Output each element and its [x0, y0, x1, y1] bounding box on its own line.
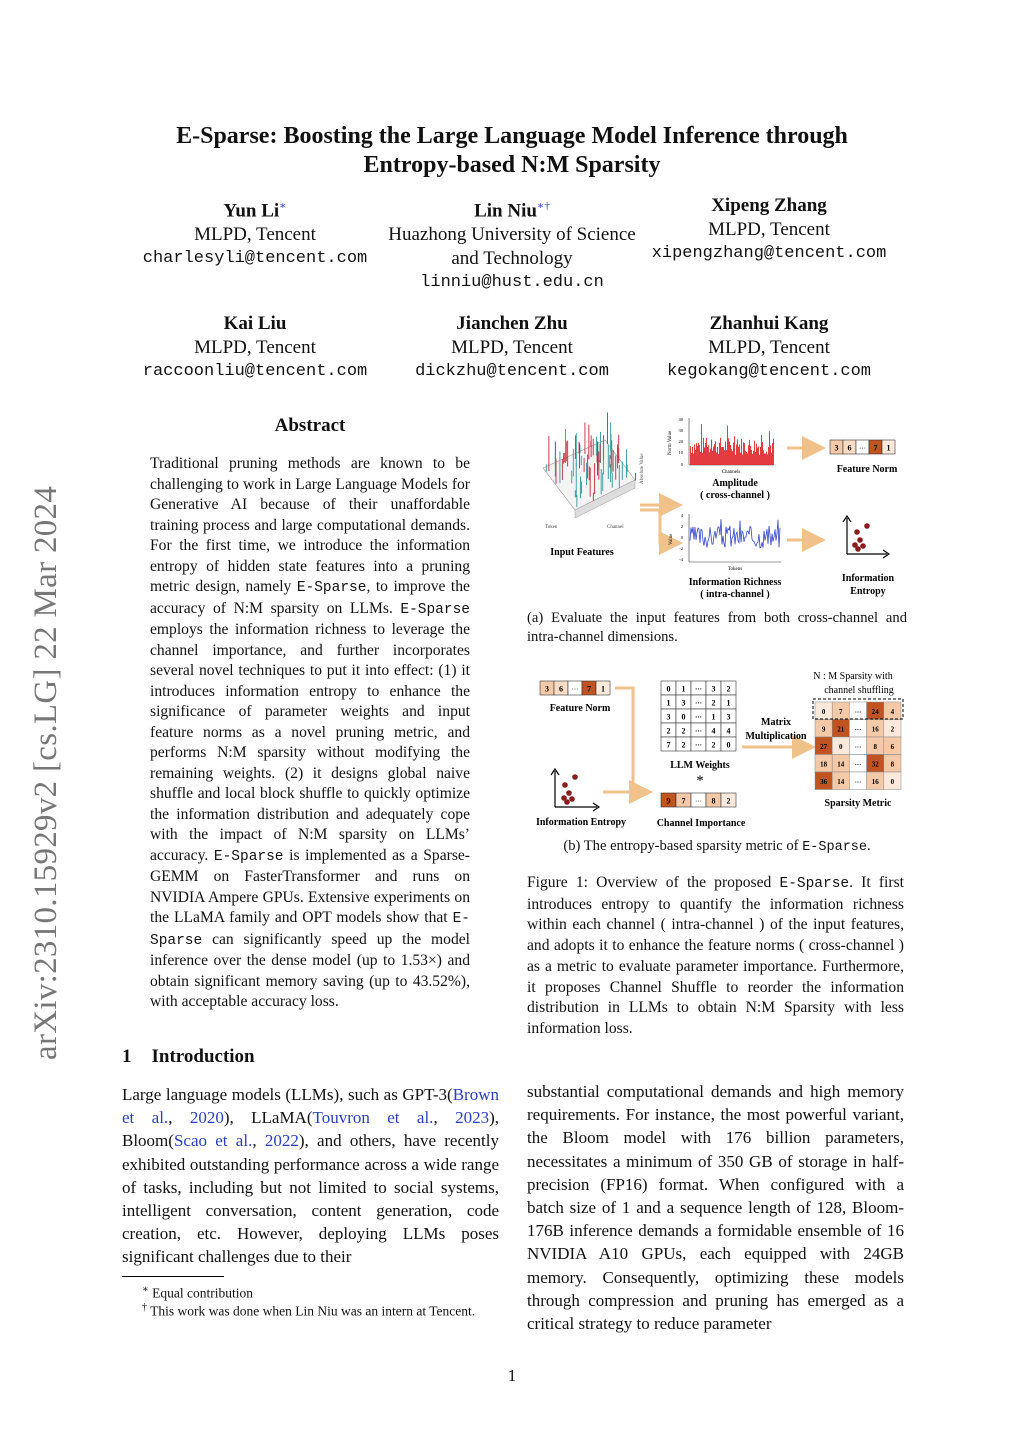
metric-cell: ··· — [854, 761, 862, 769]
arxiv-identifier: arXiv:2310.15929v2 [cs.LG] 22 Mar 2024 — [28, 485, 64, 1060]
norm-cell: 1 — [886, 443, 891, 453]
metric-cell: 18 — [820, 760, 828, 769]
author-email: linniu@hust.edu.cn — [420, 273, 604, 293]
abstract-text: can significantly speed up the model inference over the dense model (up to 1.53×) and obtain significant memory saving (up to 43.52%), with acceptable accuracy loss. — [150, 930, 470, 1010]
author-block — [392, 312, 632, 384]
amplitude-bar — [765, 454, 766, 465]
metric-cell: 0 — [890, 778, 895, 786]
amplitude-bar — [761, 435, 762, 465]
figure-1-caption — [527, 873, 904, 1040]
author-block — [140, 194, 370, 271]
amplitude-bar — [767, 454, 768, 465]
importance-cell: ··· — [695, 797, 702, 806]
intro-right-column: substantial computational demands and high memory requirements. For instance, the most powerful variant, the Bloom model with 176 billion parameters, necessitates a minimum of 350 GB of storage in half-precision (FP16) format. When configured with a batch size of 1 and a sequence length of 128, Bloom-176B inference demands a formidable ensemble of 16 NVIDIA A10 GPUs, each equipped with 24GB memory. Consequently, optimizing these models through compression and pruning has emerged as a critical strategy to reduce parameter — [527, 1082, 904, 1334]
section-number: 1 — [122, 1046, 132, 1067]
amplitude-bar-chart — [668, 417, 774, 475]
axis-tick: 4 — [680, 513, 683, 518]
weight-cell: 1 — [666, 698, 671, 708]
amplitude-bar — [744, 443, 745, 465]
amplitude-bar — [736, 444, 737, 465]
citation-link[interactable]: Touvron et al. — [312, 1108, 434, 1128]
method-name: E-Sparse — [150, 911, 470, 949]
amplitude-bar — [726, 450, 727, 465]
amplitude-bar — [725, 442, 726, 465]
author-affiliation: MLPD, Tencent — [194, 337, 316, 358]
method-name: E-Sparse — [213, 848, 284, 865]
amplitude-bar — [750, 446, 751, 465]
input-features-label: Input Features — [550, 547, 614, 558]
intro-text: , — [433, 1108, 456, 1128]
feature-norm-label: Feature Norm — [549, 703, 611, 714]
author-name: Yun Li — [223, 200, 280, 222]
page-number: 1 — [507, 1366, 517, 1385]
axis-tick: 30 — [678, 428, 683, 433]
author-mark: ∗† — [536, 200, 550, 212]
weight-cell: 2 — [711, 740, 716, 750]
abstract-body — [150, 454, 470, 1013]
amplitude-bar — [757, 448, 758, 465]
arrow-icon — [615, 688, 647, 792]
weight-cell: 2 — [711, 698, 716, 708]
amplitude-bar — [704, 447, 705, 465]
amplitude-bar — [703, 438, 704, 465]
weight-cell: 2 — [681, 740, 686, 750]
amplitude-bar — [756, 444, 757, 465]
amplitude-bar — [702, 453, 703, 465]
axis-tick: 0 — [680, 535, 683, 540]
figure-1b — [525, 667, 910, 835]
cross-channel-label: ( cross-channel ) — [700, 490, 770, 501]
amplitude-bar — [695, 450, 696, 465]
metric-cell: 24 — [871, 708, 879, 716]
amplitude-bar — [707, 447, 708, 465]
intro-left-column — [122, 1083, 499, 1269]
citation-year-link[interactable]: 2020 — [189, 1108, 224, 1128]
metric-cell: 7 — [839, 708, 843, 716]
amplitude-bar — [771, 453, 772, 465]
abstract-text: , to improve the accuracy of N:M sparsity on LLMs. — [150, 578, 470, 617]
author-affiliation: Huazhong University of Science — [388, 224, 636, 246]
norm-cell: 7 — [587, 684, 591, 694]
abstract-text: is implemented as a Sparse-GEMM on FasterTransformer and runs on NVIDIA Ampere GPUs. Extensive experiments on the LLaMA family and OPT models show that — [150, 846, 470, 926]
amplitude-bar — [740, 453, 741, 465]
weight-cell: 7 — [666, 740, 671, 750]
axis-label: Channels — [721, 470, 741, 475]
amplitude-bar — [722, 447, 723, 465]
metric-cell: 6 — [890, 743, 895, 751]
amplitude-bar — [691, 453, 692, 465]
amplitude-bar — [717, 447, 718, 465]
weight-cell: 0 — [726, 740, 731, 750]
author-email: raccoonliu@tencent.com — [142, 362, 368, 381]
amplitude-bar — [749, 440, 750, 465]
metric-cell: ··· — [854, 726, 862, 734]
amplitude-bar — [697, 446, 698, 465]
amplitude-bar — [743, 442, 744, 465]
amplitude-bar — [727, 426, 728, 465]
amplitude-bar — [694, 444, 695, 465]
caption-text: . It first introduces entropy to quantify the information richness within each channel ( intra-channel ) of the input features, and adopts it to enhance the feature norms ( cross-channel ) as a metric to evaluate parameter importance. Furthermore, it proposes Channel Shuffle to reorder the information distribution in LLMs to obtain N:M Sparsity with less information loss. — [527, 874, 904, 1037]
caption-text: (b) The entropy-based sparsity metric of — [563, 838, 803, 854]
abstract-text: employs the information richness to leverage the channel importance, and further incorporates several novel techniques to put it into effect: (1) it introduces information entropy to enhance the significance of parameter weights and input feature norms as a novel pruning metric, and performs N:M sparsity without modifying the remaining weights. (2) it designs global naive shuffle and local block shuffle to quickly optimize the information distribution and adequately cope with the impact of N:M sparsity on LLMs’ accuracy. — [150, 621, 470, 864]
metric-cell: 32 — [871, 760, 879, 769]
method-name: E-Sparse — [400, 601, 470, 618]
amplitude-bar — [739, 444, 740, 465]
abstract-text: Traditional pruning methods are known to be challenging to work in Large Language Models for Generative AI because of their unaffordable training process and large computational demands. For the first time, we introduce the information entropy of hidden state features into a pruning metric design, namely — [150, 455, 470, 595]
weight-cell: 2 — [681, 726, 686, 736]
amplitude-bar — [712, 451, 713, 465]
amplitude-bar — [701, 424, 702, 465]
metric-cell: 14 — [837, 778, 845, 786]
amplitude-bar — [692, 447, 693, 465]
method-name: E-Sparse — [296, 580, 367, 596]
weight-cell: 0 — [681, 712, 686, 722]
axis-label: Value — [669, 533, 674, 545]
weight-cell: 3 — [681, 698, 686, 708]
amplitude-bar — [706, 438, 707, 465]
nm-sparsity-label-2: channel shuffling — [824, 685, 894, 696]
paper-title — [0, 122, 1024, 180]
amplitude-bar — [772, 443, 773, 465]
intro-text: ), LLaMA( — [223, 1108, 313, 1128]
weight-cell: 1 — [681, 684, 686, 694]
section-heading — [122, 1046, 255, 1068]
citation-year-link[interactable]: 2023 — [455, 1108, 490, 1128]
author-email: dickzhu@tencent.com — [415, 362, 609, 381]
amplitude-bar — [731, 449, 732, 465]
norm-cell: 3 — [545, 684, 549, 694]
matrix-multiplication-label-2: Multiplication — [745, 731, 807, 742]
information-entropy-label: Information — [841, 573, 895, 584]
amplitude-bar — [752, 454, 753, 465]
section-title: Introduction — [151, 1046, 255, 1067]
information-entropy-label-2: Entropy — [850, 586, 886, 597]
channel-importance-vector — [661, 793, 736, 807]
weight-cell: 3 — [711, 684, 716, 694]
information-entropy-label: Information Entropy — [535, 817, 627, 828]
amplitude-bar — [753, 451, 754, 465]
citation-year-link[interactable]: 2022 — [264, 1131, 299, 1151]
metric-cell: ··· — [854, 744, 862, 751]
axis-tick: -4 — [679, 557, 683, 562]
caption-text: . — [867, 838, 871, 854]
sparsity-metric-matrix — [815, 702, 901, 790]
citation-link[interactable]: Brown et al. — [122, 1085, 499, 1128]
amplitude-bar — [713, 447, 714, 465]
multiply-star: * — [696, 773, 704, 789]
information-entropy-scatter — [843, 516, 889, 558]
weight-cell: 1 — [711, 712, 716, 722]
method-name: E-Sparse — [802, 840, 867, 855]
plot-axis-label: Channel — [607, 525, 624, 530]
amplitude-bar — [769, 431, 770, 465]
weight-cell: 0 — [666, 684, 671, 694]
amplitude-bar — [709, 452, 710, 465]
footnote-mark: ∗ — [142, 1284, 149, 1295]
weight-cell: 3 — [726, 712, 731, 722]
llm-weights-matrix — [661, 681, 736, 751]
metric-cell: 14 — [837, 760, 845, 769]
amplitude-bar — [720, 438, 721, 465]
amplitude-bar — [705, 443, 706, 465]
author-affiliation: MLPD, Tencent — [194, 224, 316, 246]
sparsity-metric-label: Sparsity Metric — [824, 798, 892, 809]
amplitude-bar — [768, 447, 769, 465]
amplitude-bar — [763, 450, 764, 465]
amplitude-bar — [773, 439, 774, 465]
amplitude-bar — [721, 447, 722, 465]
amplitude-bar — [719, 443, 720, 465]
amplitude-bar — [699, 445, 700, 465]
nm-sparsity-label: N : M Sparsity with — [813, 671, 893, 682]
amplitude-bar — [737, 439, 738, 465]
metric-cell: 16 — [871, 778, 879, 786]
plot-axis-label: Absolute Value — [640, 453, 645, 484]
importance-cell: 9 — [666, 796, 671, 806]
amplitude-bar — [766, 452, 767, 465]
amplitude-bar — [718, 454, 719, 465]
metric-cell: 0 — [821, 708, 826, 716]
amplitude-bar — [716, 453, 717, 465]
author-affiliation: MLPD, Tencent — [708, 337, 830, 358]
amplitude-bar — [748, 445, 749, 465]
plot-axis-label: Token — [545, 525, 558, 530]
amplitude-bar — [730, 445, 731, 465]
weight-cell: 3 — [666, 712, 671, 722]
metric-cell: ··· — [854, 709, 862, 716]
importance-cell: 8 — [711, 796, 716, 806]
title-line-2: Entropy-based N:M Sparsity — [363, 152, 661, 178]
author-block — [140, 312, 370, 384]
author-email: kegokang@tencent.com — [666, 362, 872, 381]
author-affiliation: MLPD, Tencent — [451, 337, 573, 358]
amplitude-bar — [711, 440, 712, 465]
weight-cell: ··· — [694, 685, 703, 694]
amplitude-bar — [742, 455, 743, 465]
weight-cell: ··· — [694, 713, 703, 722]
llm-weights-label: LLM Weights — [670, 760, 730, 771]
amplitude-bar — [696, 443, 697, 465]
author-name: Lin Niu — [474, 200, 537, 222]
amplitude-bar — [747, 454, 748, 465]
author-affiliation: MLPD, Tencent — [708, 219, 830, 240]
information-richness-line-chart — [669, 513, 781, 572]
weight-cell: ··· — [694, 741, 703, 750]
author-affiliation-2: and Technology — [451, 248, 573, 270]
feature-norm-label: Feature Norm — [836, 464, 898, 475]
amplitude-bar — [755, 452, 756, 465]
norm-cell: 6 — [559, 684, 563, 694]
metric-cell: 9 — [821, 725, 826, 734]
amplitude-bar — [764, 454, 765, 465]
footnote-text: Equal contribution — [152, 1285, 254, 1301]
matrix-multiplication-label: Matrix — [761, 717, 791, 728]
author-block — [650, 312, 888, 384]
weight-cell: 2 — [666, 726, 671, 736]
method-name: E-Sparse — [779, 876, 850, 892]
author-block — [372, 194, 652, 295]
amplitude-bar — [770, 445, 771, 465]
intro-text: ), Bloom( — [122, 1108, 499, 1151]
norm-cell: ··· — [859, 444, 866, 453]
intro-text: ), and others, have recently exhibited outstanding performance across a wide range of tasks, including but not limited to social systems, intelligent conversation, content generation, code creation, etc. However, deploying LLMs poses significant challenges due to their — [122, 1131, 499, 1267]
amplitude-bar — [746, 452, 747, 465]
axis-label: Norm Value — [668, 430, 673, 455]
caption-text: Figure 1: Overview of the proposed — [527, 874, 780, 891]
input-features-3d-plot — [543, 413, 645, 530]
abstract-heading: Abstract — [274, 415, 346, 436]
weight-cell: 4 — [711, 726, 716, 736]
weight-cell: ··· — [694, 699, 703, 708]
norm-cell: 3 — [834, 443, 839, 453]
title-line-1: E-Sparse: Boosting the Large Language Model Inference through — [176, 123, 848, 149]
metric-cell: 4 — [890, 708, 895, 716]
figure-1b-caption — [527, 837, 907, 857]
author-name: Zhanhui Kang — [709, 313, 829, 334]
importance-cell: 7 — [681, 796, 686, 806]
author-name: Kai Liu — [223, 313, 287, 334]
metric-cell: 8 — [873, 743, 877, 751]
author-mark: ∗ — [279, 200, 287, 212]
intro-text: Large language models (LLMs), such as GPT-3( — [122, 1085, 453, 1104]
amplitude-bar — [741, 439, 742, 465]
footnote-2 — [122, 1299, 499, 1321]
author-block — [646, 194, 892, 266]
amplitude-bar — [728, 438, 729, 465]
amplitude-bar — [724, 450, 725, 465]
intro-text: , — [252, 1131, 265, 1151]
axis-tick: -2 — [679, 546, 683, 551]
amplitude-bar — [723, 447, 724, 465]
metric-cell: 0 — [839, 743, 843, 751]
amplitude-bar — [715, 441, 716, 465]
metric-cell: 2 — [890, 725, 895, 734]
axis-tick: 20 — [678, 439, 683, 444]
figure-1a-caption: (a) Evaluate the input features from both cross-channel and intra-channel dimensions. — [527, 610, 907, 645]
metric-cell: 27 — [820, 743, 828, 751]
amplitude-label: Amplitude — [712, 478, 758, 489]
amplitude-bar — [758, 446, 759, 465]
weight-cell: ··· — [694, 727, 703, 736]
norm-cell: 6 — [847, 443, 852, 453]
amplitude-bar — [759, 455, 760, 465]
intro-text: , — [168, 1108, 190, 1128]
metric-cell: 36 — [820, 778, 828, 786]
amplitude-bar — [754, 441, 755, 465]
amplitude-bar — [710, 449, 711, 465]
axis-tick: 2 — [680, 524, 683, 529]
amplitude-bar — [732, 451, 733, 465]
author-name: Xipeng Zhang — [711, 195, 827, 216]
axis-tick: 40 — [678, 417, 683, 422]
author-name: Jianchen Zhu — [456, 313, 568, 334]
importance-cell: 2 — [726, 796, 731, 806]
norm-cell: 7 — [873, 443, 878, 453]
amplitude-bar — [700, 452, 701, 465]
amplitude-bar — [734, 436, 735, 465]
weight-cell: 1 — [726, 698, 731, 708]
information-richness-label: Information Richness — [688, 577, 782, 588]
weight-cell: 4 — [726, 726, 731, 736]
amplitude-bar — [745, 451, 746, 465]
citation-link[interactable]: Scao et al. — [173, 1131, 253, 1151]
figure-1a — [525, 410, 910, 610]
footnote-mark: † — [142, 1302, 147, 1313]
axis-tick: 10 — [678, 450, 683, 455]
amplitude-bar — [729, 442, 730, 465]
amplitude-bar — [698, 443, 699, 465]
amplitude-bar — [760, 447, 761, 465]
norm-cell: ··· — [571, 685, 579, 694]
metric-cell: 8 — [890, 760, 895, 769]
metric-cell: ··· — [854, 779, 862, 786]
norm-cell: 1 — [601, 684, 605, 694]
feature-norm-vector — [830, 440, 895, 454]
amplitude-bar — [762, 442, 763, 465]
metric-cell: 16 — [871, 725, 879, 734]
metric-cell: 21 — [837, 725, 845, 734]
amplitude-bar — [690, 446, 691, 465]
information-entropy-scatter — [551, 769, 599, 811]
amplitude-bar — [693, 454, 694, 465]
amplitude-bar — [735, 455, 736, 465]
amplitude-bar — [738, 447, 739, 465]
author-email: xipengzhang@tencent.com — [651, 244, 887, 263]
amplitude-bar — [751, 450, 752, 465]
intra-channel-label: ( intra-channel ) — [700, 589, 770, 600]
footnote-rule — [122, 1276, 224, 1277]
channel-importance-label: Channel Importance — [656, 818, 746, 829]
feature-norm-vector — [540, 681, 610, 695]
axis-tick: 0 — [680, 462, 683, 467]
weight-cell: 2 — [726, 684, 731, 694]
author-email: charlesyli@tencent.com — [142, 249, 368, 269]
amplitude-bar — [708, 445, 709, 465]
amplitude-bar — [714, 444, 715, 465]
axis-label: Tokens — [727, 567, 743, 572]
footnote-text: This work was done when Lin Niu was an intern at Tencent. — [150, 1303, 476, 1319]
amplitude-bar — [733, 443, 734, 465]
